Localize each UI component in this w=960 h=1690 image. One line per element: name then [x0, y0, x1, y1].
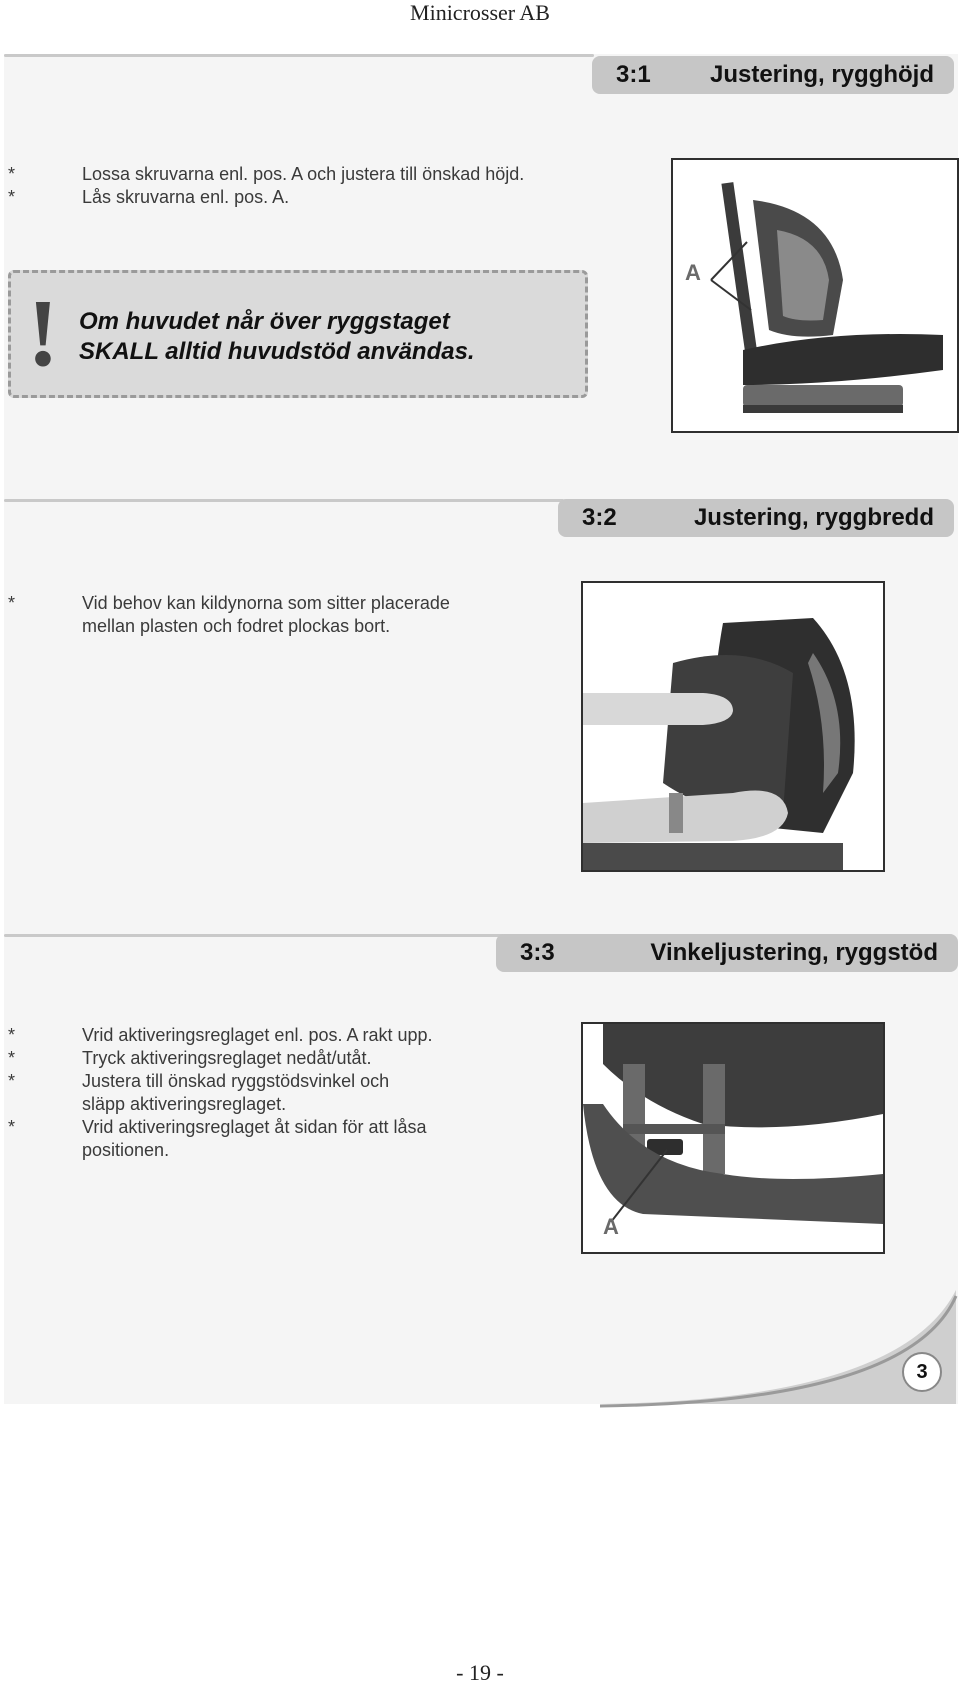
bullet-text: Vrid aktiveringsreglaget enl. pos. A rakt upp. — [82, 1025, 433, 1045]
page-number: - 19 - — [456, 1660, 504, 1685]
backrest-illustration — [583, 583, 883, 870]
section-number: 3:2 — [582, 504, 617, 531]
page-header: Minicrosser AB — [410, 0, 550, 25]
bullet-text: Justera till önskad ryggstödsvinkel och släpp aktiveringsreglaget. — [82, 1071, 390, 1114]
warning-box — [8, 270, 588, 398]
bullet-text: Tryck aktiveringsreglaget nedåt/utåt. — [82, 1048, 372, 1068]
bullet-item — [8, 1070, 578, 1116]
exclamation-icon: ! — [27, 279, 59, 386]
seat-illustration — [673, 160, 957, 431]
bullet-text: Lås skruvarna enl. pos. A. — [82, 187, 290, 207]
section-header-3-3 — [496, 934, 958, 972]
section-rule — [4, 499, 564, 502]
bullet-list-3-1 — [8, 163, 608, 209]
bullet-text: Vrid aktiveringsreglaget åt sidan för att låsa positionen. — [82, 1117, 427, 1160]
position-label-a: A — [603, 1214, 619, 1239]
section-header-3-1 — [592, 56, 954, 94]
bullet-item — [8, 1047, 578, 1070]
bullet-text: Vid behov kan kildynorna som sitter placerade mellan plasten och fodret plockas bort. — [82, 593, 450, 636]
section-title: Justering, ryggbredd — [693, 504, 934, 531]
section-number: 3:1 — [616, 61, 651, 88]
section-header-3-2 — [558, 499, 954, 537]
bullet-item — [8, 592, 578, 638]
bullet-marker: * — [8, 1071, 16, 1091]
mechanism-illustration — [583, 1024, 883, 1252]
bullet-list-3-2 — [8, 592, 578, 638]
bullet-marker: * — [8, 1117, 16, 1137]
bullet-list-3-3 — [8, 1024, 578, 1162]
section-rule — [4, 934, 504, 937]
bullet-marker: * — [8, 187, 16, 207]
bullet-item — [8, 1024, 578, 1047]
warning-line-2: SKALL alltid huvudstöd användas. — [79, 338, 475, 365]
warning-line-1: Om huvudet når över ryggstaget — [79, 308, 450, 335]
bullet-item — [8, 186, 608, 209]
photo-backrest-width — [581, 581, 885, 872]
bullet-item — [8, 1116, 578, 1162]
photo-angle-adjustment — [581, 1022, 885, 1254]
bullet-text: Lossa skruvarna enl. pos. A och justera till önskad höjd. — [82, 164, 525, 184]
bullet-marker: * — [8, 1025, 16, 1045]
section-rule — [4, 54, 594, 57]
bullet-marker: * — [8, 164, 16, 184]
chapter-swoosh — [600, 1290, 958, 1408]
bullet-marker: * — [8, 1048, 16, 1068]
bullet-item — [8, 163, 608, 186]
section-title: Justering, rygghöjd — [709, 61, 934, 88]
section-title: Vinkeljustering, ryggstöd — [650, 939, 938, 966]
photo-seat-backrest-height — [671, 158, 959, 433]
section-number: 3:3 — [520, 939, 555, 966]
chapter-badge: 3 — [902, 1352, 942, 1392]
bullet-marker: * — [8, 593, 16, 613]
position-label-a: A — [685, 260, 701, 285]
warning-text — [79, 307, 475, 367]
